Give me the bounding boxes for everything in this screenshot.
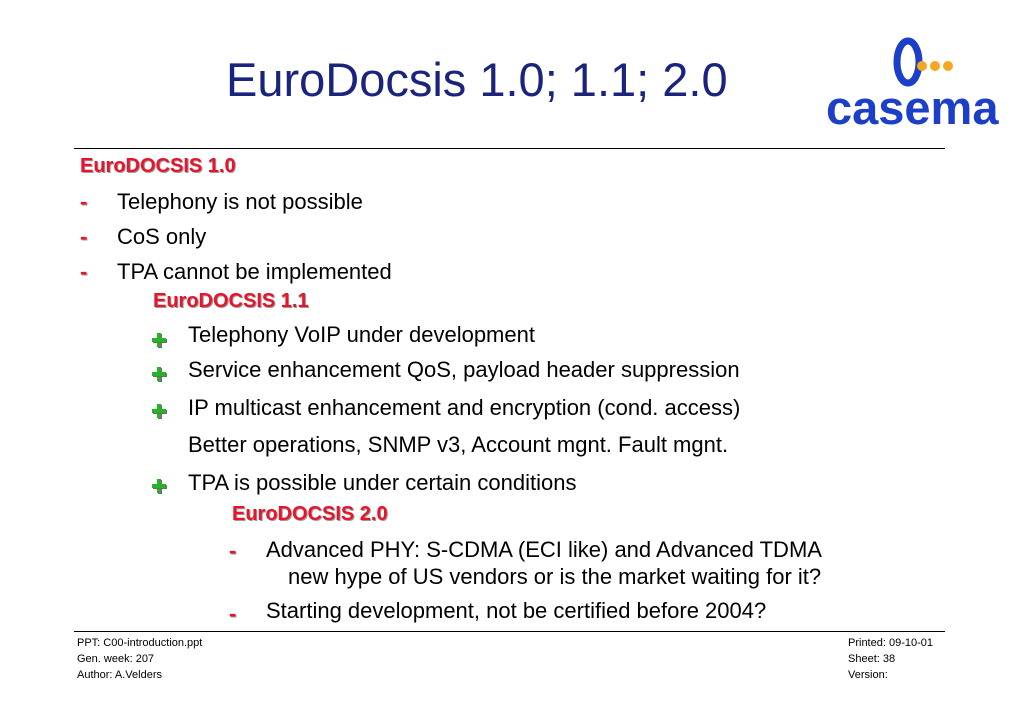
footer-week: Gen. week: 207: [77, 653, 155, 665]
list-item: Starting development, not be certified before 2004?: [266, 598, 767, 623]
list-item: Advanced PHY: S-CDMA (ECI like) and Advanced TDMA: [266, 537, 822, 562]
plus-icon: [152, 333, 166, 347]
list-item-continuation: Better operations, SNMP v3, Account mgnt. Fault mgnt.: [188, 432, 729, 457]
footer-sheet: Sheet: 38: [848, 653, 896, 665]
top-divider: [74, 148, 945, 149]
footer-printed: Printed: 09-10-01: [848, 637, 933, 649]
heading-eurodocsis-2-0: EuroDOCSIS 2.0: [232, 503, 388, 525]
dash-bullet: -: [229, 538, 237, 563]
footer-right: [848, 635, 933, 683]
logo-text: casema: [826, 81, 999, 134]
dash-bullet: -: [229, 601, 237, 626]
slide-title: EuroDocsis 1.0; 1.1; 2.0: [226, 53, 728, 106]
list-item: TPA cannot be implemented: [117, 259, 392, 284]
list-item: Service enhancement QoS, payload header suppression: [188, 357, 740, 382]
dash-bullet: -: [80, 259, 88, 284]
footer-left: [77, 635, 202, 683]
list-item: IP multicast enhancement and encryption (cond. access): [188, 395, 741, 420]
list-item-continuation: new hype of US vendors or is the market waiting for it?: [288, 564, 822, 589]
casema-logo: [822, 32, 999, 134]
dash-bullet: -: [80, 224, 88, 249]
footer-author: Author: A.Velders: [77, 669, 162, 681]
heading-eurodocsis-1-1: EuroDOCSIS 1.1: [153, 290, 309, 312]
dash-bullet: -: [80, 189, 88, 214]
list-item: Telephony is not possible: [117, 189, 363, 214]
footer-version: Version:: [848, 669, 888, 681]
plus-icon: [152, 479, 166, 493]
plus-icon: [152, 404, 166, 418]
heading-eurodocsis-1-0: EuroDOCSIS 1.0: [80, 155, 236, 177]
bottom-divider: [74, 631, 945, 632]
list-item: Telephony VoIP under development: [188, 322, 535, 347]
list-item: CoS only: [117, 224, 207, 249]
footer-file: PPT: C00-introduction.ppt: [77, 637, 203, 649]
list-item: TPA is possible under certain conditions: [188, 470, 577, 495]
plus-icon: [152, 367, 166, 381]
